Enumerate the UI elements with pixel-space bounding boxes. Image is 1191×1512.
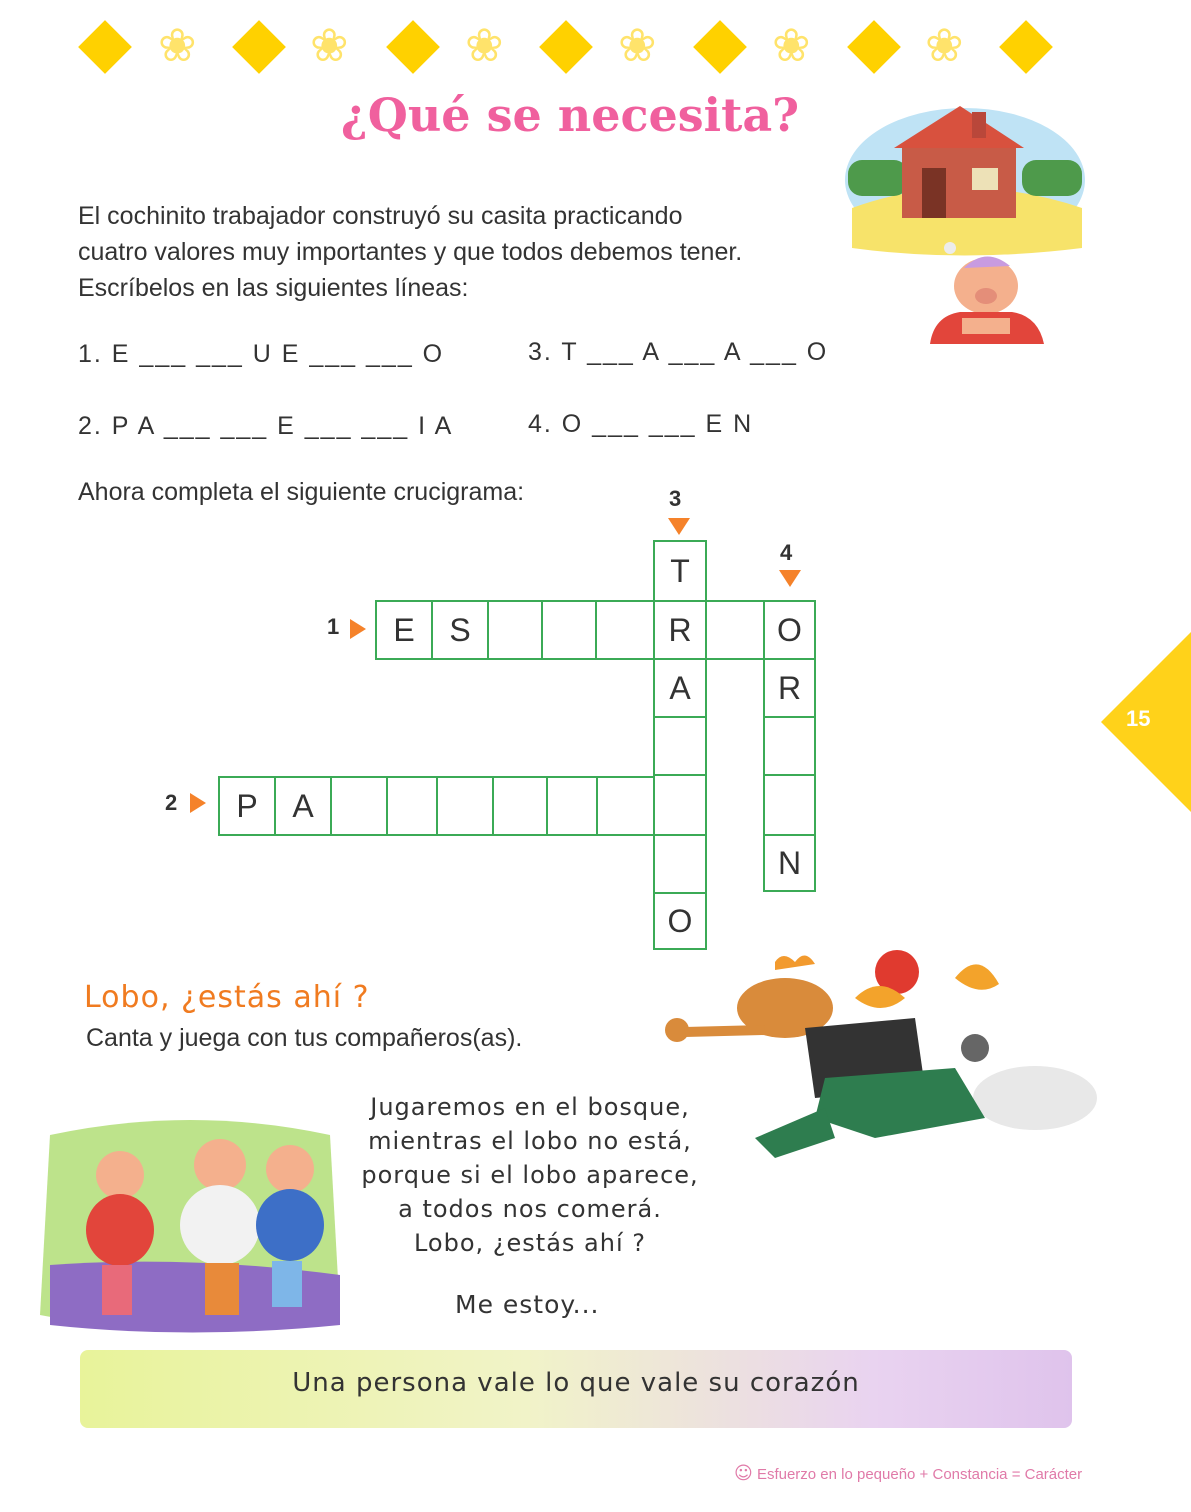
- song-subtitle: Canta y juega con tus compañeros(as).: [86, 1024, 523, 1052]
- crossword-cell[interactable]: [596, 776, 655, 836]
- crossword-cell[interactable]: [487, 600, 543, 660]
- motto-text: Una persona vale lo que vale su corazón: [292, 1368, 860, 1398]
- crossword-cell[interactable]: [492, 776, 548, 836]
- motto-banner: [80, 1350, 1072, 1428]
- song-title: Lobo, ¿estás ahí ?: [84, 980, 370, 1015]
- flower-icon: ❀: [618, 18, 657, 72]
- flower-icon: ❀: [925, 18, 964, 72]
- crossword-cell[interactable]: [595, 600, 655, 660]
- flower-icon: ❀: [158, 18, 197, 72]
- lyric-line: a todos nos comerá.: [398, 1195, 662, 1223]
- crossword-cell[interactable]: O: [763, 600, 816, 660]
- crossword-cell[interactable]: A: [653, 658, 707, 718]
- lyric-line: Jugaremos en el bosque,: [370, 1093, 690, 1121]
- instructions-line: Escríbelos en las siguientes líneas:: [78, 274, 469, 302]
- lyric-line: mientras el lobo no está,: [368, 1127, 692, 1155]
- crossword-cell[interactable]: P: [218, 776, 276, 836]
- crossword-cell[interactable]: [386, 776, 438, 836]
- crossword-cell[interactable]: [763, 716, 816, 776]
- clue-number-4: 4: [780, 540, 793, 565]
- page-title: ¿Qué se necesita?: [340, 88, 800, 142]
- crossword-cell[interactable]: [653, 774, 707, 836]
- arrow-right-icon: [350, 619, 366, 639]
- lyric-line: Lobo, ¿estás ahí ?: [413, 1229, 647, 1257]
- crossword-instruction: Ahora completa el siguiente crucigrama:: [78, 478, 525, 506]
- crossword-cell[interactable]: [763, 774, 816, 836]
- crossword-cell[interactable]: R: [653, 600, 707, 660]
- arrow-down-icon: [779, 570, 801, 587]
- flower-icon: ❀: [310, 18, 349, 72]
- crossword-cell[interactable]: O: [653, 892, 707, 950]
- clue-number-1: 1: [327, 614, 340, 639]
- crossword-cell[interactable]: E: [375, 600, 433, 660]
- page-number: 15: [1126, 706, 1151, 731]
- flower-icon: ❀: [465, 18, 504, 72]
- crossword-cell[interactable]: A: [274, 776, 332, 836]
- crossword-cell[interactable]: S: [431, 600, 489, 660]
- clue-number-3: 3: [669, 486, 682, 511]
- song-lyrics: [320, 1090, 740, 1260]
- value-2-blanks[interactable]: 2. P A ___ ___ E ___ ___ I A: [78, 412, 454, 440]
- footer: [734, 1463, 1082, 1484]
- crossword-cell[interactable]: [653, 716, 707, 776]
- lyric-line: porque si el lobo aparece,: [361, 1161, 699, 1189]
- song-response: Me estoy...: [455, 1290, 600, 1319]
- smiley-icon: ☺: [734, 1463, 753, 1484]
- flower-icon: ❀: [772, 18, 811, 72]
- crossword-cell[interactable]: T: [653, 540, 707, 602]
- clue-number-2: 2: [165, 790, 178, 815]
- value-4-blanks[interactable]: 4. O ___ ___ E N: [528, 410, 754, 438]
- crossword-cell[interactable]: [330, 776, 388, 836]
- arrow-down-icon: [668, 518, 690, 535]
- footer-text: Esfuerzo en lo pequeño + Constancia = Carácter: [756, 1466, 1083, 1483]
- crossword-cell[interactable]: N: [763, 834, 816, 892]
- dancing-pigs-illustration: [40, 1115, 342, 1335]
- arrow-right-icon: [190, 793, 206, 813]
- crossword-cell[interactable]: [546, 776, 598, 836]
- instructions-line: El cochinito trabajador construyó su casita practicando: [78, 202, 683, 230]
- crossword-cell[interactable]: [541, 600, 597, 660]
- value-1-blanks[interactable]: 1. E ___ ___ U E ___ ___ O: [78, 340, 445, 368]
- crossword-cell[interactable]: [653, 834, 707, 894]
- crossword-cell[interactable]: [436, 776, 494, 836]
- crossword-cell[interactable]: R: [763, 658, 816, 718]
- instructions-line: cuatro valores muy importantes y que todos debemos tener.: [78, 238, 743, 266]
- value-3-blanks[interactable]: 3. T ___ A ___ A ___ O: [528, 338, 829, 366]
- crossword-cell[interactable]: [705, 600, 765, 660]
